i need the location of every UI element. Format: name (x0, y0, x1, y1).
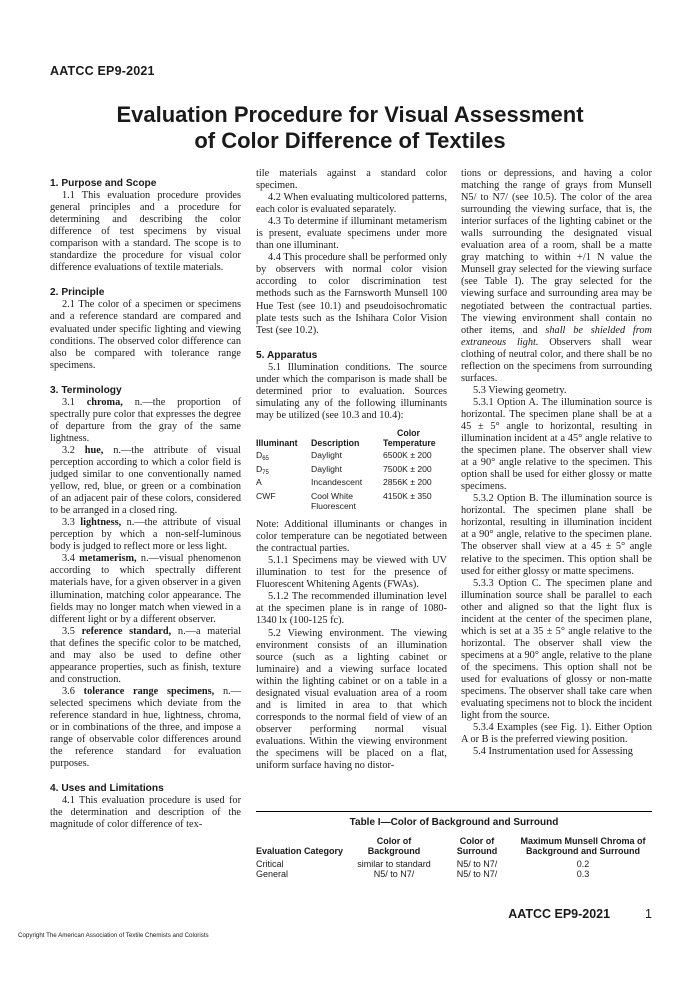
page-title (40, 102, 660, 154)
color-of-surround-header: Color of Surround (456, 836, 498, 857)
table-1-title: Table I—Color of Background and Surround (349, 817, 559, 828)
section-heading-terminology: 3. Terminology (50, 384, 122, 396)
paragraph-4-4: 4.4 This procedure shall be performed only by observers with normal color vision according to color discrimination test methods such as the Farnsworth Munsell 100 Hue Test (see 10.1) and pseudoisochromatic plate tests such as the Ishihara Color Vision Test (see 10.2). (256, 252, 447, 336)
title-line-2: of Color Difference of Textiles (194, 128, 506, 153)
illuminant-header: Illuminant (256, 437, 298, 448)
paragraph-5-2: 5.2 Viewing environment. The viewing environment consists of an illumination source (such as a lighting cabinet or luminaire) and a viewing surface located within the lighting cabinet or on a table in a designated visual evaluation area of a room and is limited in area to that which corresponds to the normal field of view of an observer performing normal visual evaluations. Within the viewing environment the specimens will be placed on a flat, uniform surface having no distor- (256, 627, 447, 772)
illuminant-row: $D_{65}$ Daylight 6500K ± 200 (256, 450, 432, 463)
term-chroma: 3.1 chroma, n.—the proportion of spectrally pure color that expresses the degree of departure from the gray of the same lightness. (50, 396, 242, 444)
column-1 (50, 178, 241, 831)
illuminant-table (256, 429, 447, 511)
description-header: Description (311, 437, 360, 448)
table-row: Critical similar to standard N5/ to N7/ 0.2 (256, 858, 590, 869)
term-metamerism: 3.4 metamerism, n.—visual phenomenon according to which spectrally different materials have, for a given observer in a given illumination, matching color appearance. The fields may no longer match when viewed in a different light or by a different observer. (50, 553, 242, 625)
term-lightness: 3.3 lightness, n.—the attribute of visual perception by which a non-self-luminous body is judged to reflect more or less light. (50, 517, 241, 553)
paragraph-5-3-4: 5.3.4 Examples (see Fig. 1). Either Option A or B is the preferred viewing position. (461, 722, 652, 746)
paragraph-4-1-cont: tile materials against a standard color specimen. (256, 168, 447, 192)
term-tolerance-range-specimens: 3.6 tolerance range specimens, n.—selected specimens which deviate from the reference standard in hue, lightness, chroma, or in combinations of the three, and impose a range of observable color differences around the reference standard for evaluation purposes. (50, 685, 242, 770)
paragraph-5-3-3: 5.3.3 Option C. The specimen plane and illumination source shall be parallel to each other and aligned so that the light flux is incident at the center of the specimen plane, which is set at a 35 ± 5° angle relative to the horizontal. The observer shall view the specimens at a 90° angle, relative to the plane of the specimens. This option shall not be used for evaluations of glossy or non-matte specimens. The observer shall take care when evaluating specimens not to block the incident light from the source. (461, 577, 653, 722)
paragraph-5-1: 5.1 Illumination conditions. The source under which the comparison is made shall be determined prior to evaluation. Sources simulating any of the following illuminants may be utilized (see 10.3 and 10.4): (256, 361, 447, 421)
term-hue: 3.2 hue, n.—the attribute of visual perception according to which a color field is judged similar to one conventionally named yellow, red, blue, or green or a combination of an adjacent pair of these colors, considered to be arranged in a closed ring. (50, 444, 241, 517)
color-temperature-header: Color Temperature (383, 427, 436, 448)
document-code-header: AATCC EP9-2021 (50, 64, 155, 78)
paragraph-4-1: 4.1 This evaluation procedure is used for the determination and description of the magnitude of color difference of tex- (50, 795, 241, 831)
paragraph-2-1: 2.1 The color of a specimen or specimens and a reference standard are compared and evaluated under specific lighting and viewing conditions. The observed color difference can also be compared with tolerance range specimens. (50, 299, 241, 371)
paragraph-4-2: 4.2 When evaluating multicolored patterns, each color is evaluated separately. (256, 192, 447, 216)
illuminant-row: A Incandescent 2856K ± 200 (256, 477, 432, 488)
paragraph-4-3: 4.3 To determine if illuminant metamerism is present, evaluate specimens under more than one illuminant. (256, 216, 447, 252)
max-chroma-header: Maximum Munsell Chroma of Background and Surround (520, 836, 646, 857)
paragraph-5-3-2: 5.3.2 Option B. The illumination source is horizontal. The specimen plane shall be horizontal, resulting in illumination incident at a 90° angle, relative to the specimen plane. The observer shall view at a 45 ± 5° angle relative to the specimen. This option shall be used for either glossy or matte specimens. (461, 493, 652, 577)
paragraph-5-1-1: 5.1.1 Specimens may be viewed with UV illumination to test for the presence of Fluorescent Whitening Agents (FWAs). (256, 555, 447, 591)
evaluation-category-header: Evaluation Category (256, 846, 344, 857)
footer-doc-code: AATCC EP9-2021 (508, 907, 611, 921)
paragraph-1-1: 1.1 This evaluation procedure provides general principles and a procedure for determining and describing the color difference of test specimens by visual comparison with a standard. The scope is to standardize the procedure for visual color difference evaluations of textile materials. (50, 190, 241, 274)
color-of-background-header: Color of Background (367, 836, 421, 857)
section-heading-uses: 4. Uses and Limitations (50, 783, 164, 795)
column-3 (461, 168, 652, 758)
column-2 (256, 168, 447, 772)
term-reference-standard: 3.5 reference standard, n.—a material that defines the specific color to be matched, and may also be used to define other appearance properties, such as finish, texture and construction. (50, 625, 241, 685)
section-heading-principle: 2. Principle (50, 287, 105, 299)
table-top-rule (256, 811, 652, 812)
title-line-1: Evaluation Procedure for Visual Assessment (116, 102, 584, 127)
paragraph-5-1-2: 5.1.2 The recommended illumination level at the specimen plane is in range of 1080-1340 lx (100-125 fc). (256, 591, 447, 627)
page-number: 1 (645, 907, 652, 921)
section-heading-apparatus: 5. Apparatus (256, 349, 318, 361)
illuminant-row: CWF Cool White Fluorescent 4150K ± 350 (256, 490, 432, 511)
paragraph-5-4: 5.4 Instrumentation used for Assessing (473, 746, 633, 758)
paragraph-5-2-cont: tions or depressions, and having a color matching the range of grays from Munsell N5/ to N7/ (see 10.5). The color of the area surrounding the viewing surface, that is, the interior surfaces of the lighting cabinet or the walls surrounding the designated visual evaluation area of a room, shall be a matte gray matching to within +/1 N value the Munsell gray selected for the viewing surface (see Table I). The gray selected for the viewing surface and surrounding area may be negotiated between the contractual parties. The viewing environment shall contain no other items, and shall be shielded from extraneous light. Observers shall wear clothing of neutral color, and there shall be no reflection on the specimens from surrounding surfaces. (461, 168, 653, 384)
page-footer (508, 907, 652, 921)
background-surround-table (256, 836, 652, 880)
table-1 (256, 811, 652, 880)
illuminant-row: $D_{75}$ Daylight 7500K ± 200 (256, 463, 432, 476)
copyright-notice: Copyright The American Association of Textile Chemists and Colorists (18, 932, 209, 939)
paragraph-5-3: 5.3 Viewing geometry. (473, 384, 567, 396)
table-row: General N5/ to N7/ N5/ to N7/ 0.3 (256, 869, 590, 880)
paragraph-5-3-1: 5.3.1 Option A. The illumination source is horizontal. The specimen plane shall be at a 45 ± 5° angle to horizontal, resulting in illumination incident at a 45° angle relative to the specimen plane. The observer shall view at a 90° angle relative to the specimen. This option shall be used for either glossy or matte specimens. (461, 396, 652, 493)
note-additional-illuminants: Note: Additional illuminants or changes in color temperature can be negotiated between the contractual parties. (256, 519, 447, 555)
section-heading-purpose: 1. Purpose and Scope (50, 178, 157, 189)
